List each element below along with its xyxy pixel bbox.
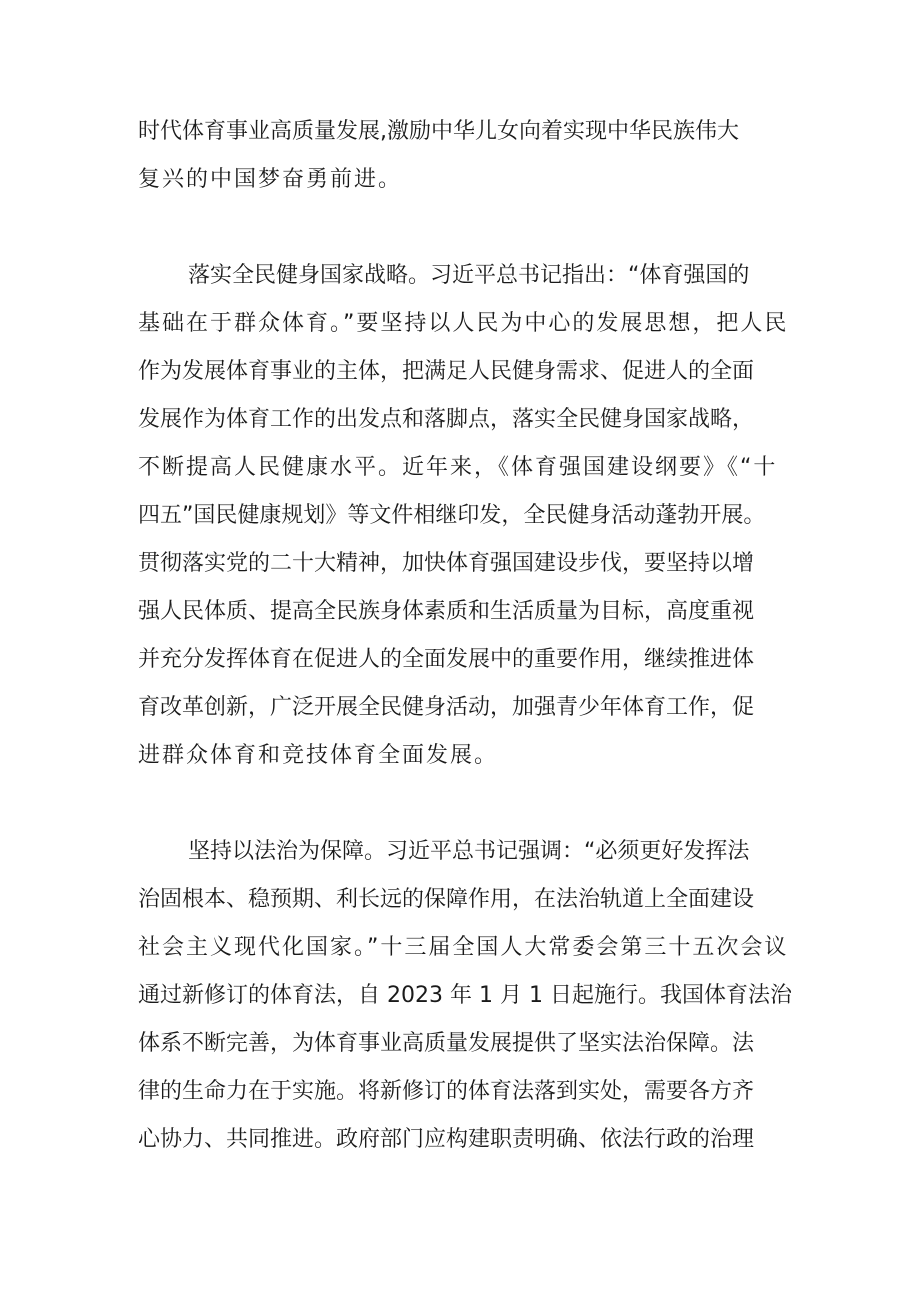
paragraph-2-line-6: 四五”国民健康规划》等文件相继印发，全民健身活动蓬勃开展。 (138, 503, 766, 528)
paragraph-1-line-1: 时代体育事业高质量发展,激励中华儿女向着实现中华民族伟大 (138, 119, 739, 144)
paragraph-3-line-6: 律的生命力在于实施。将新修订的体育法落到实处，需要各方齐 (138, 1079, 755, 1104)
paragraph-2-line-5: 不断提高人民健康水平。近年来，《体育强国建设纲要》《“十 (138, 455, 778, 480)
paragraph-2-line-10: 育改革创新，广泛开展全民健身活动，加强青少年体育工作，促 (138, 695, 755, 720)
paragraph-2-line-2: 基础在于群众体育。”要坚持以人民为中心的发展思想，把人民 (138, 311, 789, 336)
paragraph-3-line-7: 心协力、共同推进。政府部门应构建职责明确、依法行政的治理 (138, 1127, 755, 1152)
paragraph-2-line-7: 贯彻落实党的二十大精神，加快体育强国建设步伐，要坚持以增 (138, 551, 755, 576)
paragraph-3-line-4: 通过新修订的体育法，自 2023 年 1 月 1 日起施行。我国体育法治 (138, 983, 792, 1008)
paragraph-3-line-5: 体系不断完善，为体育事业高质量发展提供了坚实法治保障。法 (138, 1031, 755, 1056)
paragraph-2-line-4: 发展作为体育工作的出发点和落脚点，落实全民健身国家战略， (138, 407, 755, 432)
paragraph-2-line-1: 落实全民健身国家战略。习近平总书记指出：“体育强国的 (188, 263, 750, 288)
paragraph-3-line-3: 社会主义现代化国家。”十三届全国人大常委会第三十五次会议 (138, 935, 789, 960)
paragraph-3-line-2: 治固根本、稳预期、利长远的保障作用，在法治轨道上全面建设 (138, 887, 755, 912)
paragraph-2-line-3: 作为发展体育事业的主体，把满足人民健身需求、促进人的全面 (138, 359, 755, 384)
paragraph-3-line-1: 坚持以法治为保障。习近平总书记强调：“必须更好发挥法 (188, 839, 750, 864)
paragraph-1-line-2: 复兴的中国梦奋勇前进。 (138, 167, 403, 192)
paragraph-2-line-8: 强人民体质、提高全民族身体素质和生活质量为目标，高度重视 (138, 599, 755, 624)
paragraph-2-line-9: 并充分发挥体育在促进人的全面发展中的重要作用，继续推进体 (138, 647, 755, 672)
paragraph-2-line-11: 进群众体育和竞技体育全面发展。 (138, 743, 499, 768)
